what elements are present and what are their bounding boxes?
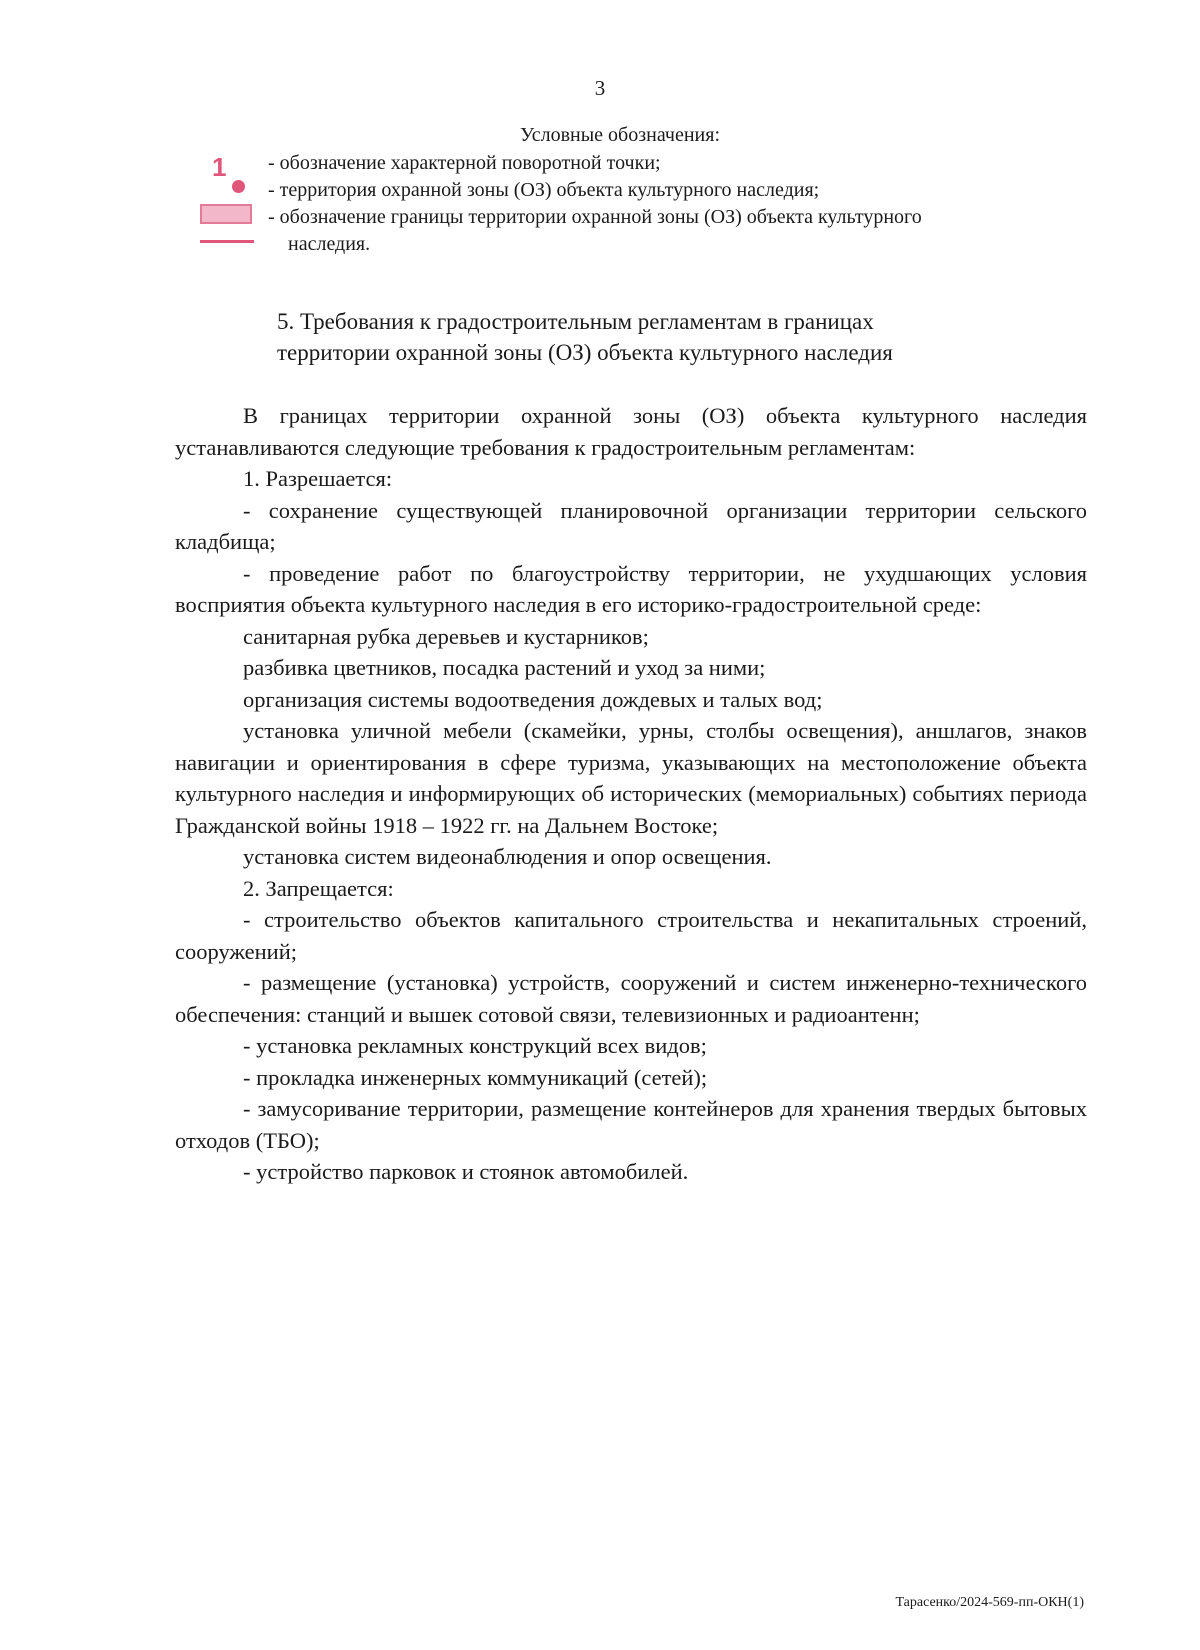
allowed-title: 1. Разрешается: — [243, 466, 393, 491]
allowed-subitem: установка систем видеонаблюдения и опор освещения. — [243, 844, 772, 869]
legend-item-zone-boundary-cont: наследия. — [288, 233, 371, 255]
forbidden-title: 2. Запрещается: — [243, 875, 394, 901]
page-number: 3 — [594, 76, 606, 100]
forbidden-item: - размещение (установка) устройств, сооружений и систем инженерно-технического обеспечения: станций и вышек сотовой связи, телевизионных и радиоантенн; — [175, 970, 1087, 1027]
forbidden-item: - строительство объектов капитального строительства и некапитальных строений, сооружений; — [175, 907, 1087, 964]
turning-point-dot-icon — [232, 180, 245, 193]
section-heading-line2: территории охранной зоны (ОЗ) объекта культурного наследия — [277, 340, 893, 365]
section-heading — [277, 306, 1037, 368]
allowed-subitem: разбивка цветников, посадка растений и уход за ними; — [243, 655, 766, 680]
legend-item-zone-boundary: - обозначение границы территории охранной зоны (ОЗ) объекта культурного — [268, 206, 922, 228]
allowed-item: - сохранение существующей планировочной организации территории сельского кладбища; — [175, 497, 1087, 554]
turning-point-number-icon: 1 — [212, 152, 227, 182]
forbidden-item: - прокладка инженерных коммуникаций (сетей); — [243, 1064, 708, 1090]
forbidden-item: - устройство парковок и стоянок автомобилей. — [243, 1159, 689, 1184]
legend-list — [268, 150, 1068, 258]
forbidden-item: - установка рекламных конструкций всех видов; — [243, 1033, 707, 1058]
allowed-subitem: установка уличной мебели (скамейки, урны, столбы освещения), аншлагов, знаков навигации и ориентирования в сфере туризма, указывающих на местоположение объекта культурного наследия и информирующих об исторических (мемориальных) событиях периода Гражданской войны 1918 – 1922 гг. на Дальнем Востоке; — [175, 718, 1087, 838]
forbidden-item: - замусоривание территории, размещение контейнеров для хранения твердых бытовых отходов (ТБО); — [175, 1096, 1087, 1153]
allowed-subitem: организация системы водоотведения дождевых и талых вод; — [243, 686, 823, 712]
document-body — [175, 400, 1087, 1188]
zone-boundary-line-icon — [200, 240, 254, 243]
legend-title: Условные обозначения: — [519, 124, 721, 146]
allowed-item: - проведение работ по благоустройству территории, не ухудшающих условия восприятия объекта культурного наследия в его историко-градостроительной среде: — [175, 560, 1087, 617]
legend-item-turning-point: - обозначение характерной поворотной точки; — [268, 152, 661, 174]
legend-item-zone-territory: - территория охранной зоны (ОЗ) объекта культурного наследия; — [268, 179, 820, 201]
allowed-subitem: санитарная рубка деревьев и кустарников; — [243, 623, 649, 649]
zone-area-swatch-icon — [200, 204, 252, 224]
section-heading-line1: 5. Требования к градостроительным регламентам в границах — [277, 309, 874, 334]
intro-paragraph: В границах территории охранной зоны (ОЗ) объекта культурного наследия устанавливаются следующие требования к градостроительным регламентам: — [175, 403, 1087, 460]
document-footer-code: Тарасенко/2024-569-пп-ОКН(1) — [895, 1595, 1084, 1610]
